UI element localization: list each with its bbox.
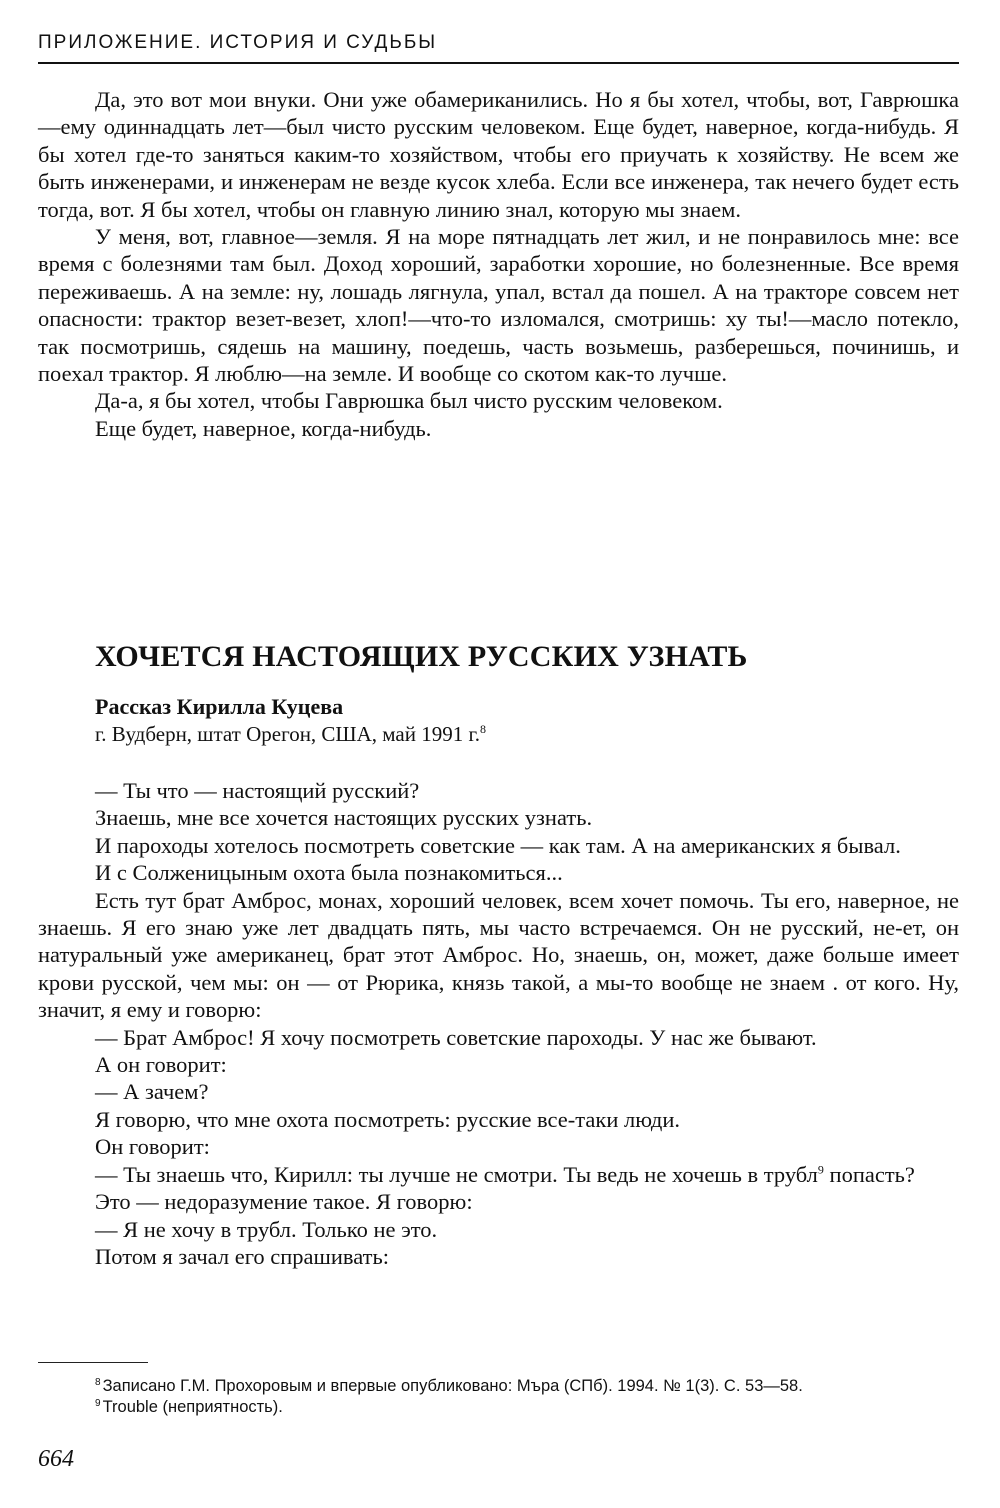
footnote-9 <box>95 1397 803 1418</box>
paragraph: Я говорю, что мне охота посмотреть: русские все-таки люди. <box>95 1106 680 1132</box>
paragraph: Это — недоразумение такое. Я говорю: <box>95 1189 473 1215</box>
footnote-mark: 8 <box>95 1376 101 1388</box>
chapter-place-date <box>95 722 486 747</box>
paragraph-text: попасть? <box>823 1161 915 1187</box>
footnote-text: Записано Г.М. Прохоровым и впервые опубликовано: Мъра (СПб). 1994. № 1(3). С. 53—58. <box>102 1377 803 1395</box>
paragraph: — Брат Амброс! Я хочу посмотреть советские пароходы. У нас же бывают. <box>95 1024 817 1050</box>
footnotes <box>95 1376 803 1418</box>
footnote-text: Trouble (неприятность). <box>102 1398 283 1416</box>
paragraph: Да, это вот мои внуки. Они уже обамериканились. Но я бы хотел, чтобы, вот, Гаврюшка—ему одиннадцать лет—был чисто русским человеком. Еще будет, наверное, когда-нибудь. Я бы хотел где-то заняться каким-то хозяйством, чтобы его приучать к хозяйству. Не всем же быть инженерами, и инженерам не везде кусок хлеба. Если все инженера, так нечего будет есть тогда, вот. Я бы хотел, чтобы он главную линию знал, которую мы знаем. <box>38 87 959 222</box>
footnote-mark: 9 <box>95 1397 101 1409</box>
paragraph: Потом я зачал его спрашивать: <box>95 1243 389 1269</box>
interview-text-part-one <box>38 86 959 442</box>
story-text <box>38 777 959 1270</box>
paragraph <box>38 1161 959 1188</box>
page-number: 664 <box>38 1446 74 1472</box>
paragraph: Есть тут брат Амброс, монах, хороший человек, всем хочет помочь. Ты его, наверное, не знаешь. Я его знаю уже лет двадцать пять, мы часто встречаемся. Он не русский, не-ет, он натуральный уже американец, брат этот Амброс. Но, знаешь, он, может, даже больше имеет крови русской, чем мы: он — от Рюрика, князь такой, а мы-то вообще не знаем . от кого. Ну, значит, я ему и говорю: <box>38 887 959 1023</box>
chapter-title: ХОЧЕТСЯ НАСТОЯЩИХ РУССКИХ УЗНАТЬ <box>95 640 748 673</box>
footnote-ref-8: 8 <box>479 722 486 736</box>
paragraph: У меня, вот, главное—земля. Я на море пятнадцать лет жил, и не понравилось мне: все время с болезнями там был. Доход хороший, заработки хорошие, но болезненные. Все время переживаешь. А на земле: ну, лошадь лягнула, упал, встал да пошел. А на тракторе совсем нет опасности: трактор везет-везет, хлоп!—что-то изломался, смотришь: ху ты!—масло потекло, так посмотришь, сядешь на машину, поедешь, часть возьмешь, разберешься, починишь, и поехал трактор. Я люблю—на земле. И вообще со скотом как-то лучше. <box>38 224 959 387</box>
footnote-ref-9: 9 <box>817 1162 824 1177</box>
paragraph-text: — Ты знаешь что, Кирилл: ты лучше не смотри. Ты ведь не хочешь в трубл <box>95 1161 818 1187</box>
paragraph: Еще будет, наверное, когда-нибудь. <box>95 415 432 441</box>
paragraph: Знаешь, мне все хочется настоящих русских узнать. <box>95 805 593 831</box>
paragraph: — А зачем? <box>95 1079 209 1105</box>
paragraph: А он говорит: <box>95 1052 227 1078</box>
paragraph: Он говорит: <box>95 1134 210 1160</box>
paragraph: Да-а, я бы хотел, чтобы Гаврюшка был чисто русским человеком. <box>95 388 723 414</box>
paragraph: И с Солженицыным охота была познакомиться... <box>95 860 563 886</box>
chapter-byline: Рассказ Кирилла Куцева <box>95 694 344 719</box>
footnote-8 <box>95 1376 803 1397</box>
place-date-text: г. Вудберн, штат Орегон, США, май 1991 г. <box>95 722 480 746</box>
paragraph: — Я не хочу в трубл. Только не это. <box>95 1216 438 1242</box>
paragraph: — Ты что — настоящий русский? <box>95 778 420 803</box>
header-rule <box>38 62 959 64</box>
paragraph: И пароходы хотелось посмотреть советские — как там. А на американских я бывал. <box>95 832 901 858</box>
running-head: ПРИЛОЖЕНИЕ. ИСТОРИЯ И СУДЬБЫ <box>38 32 438 53</box>
footnote-rule <box>38 1362 148 1363</box>
